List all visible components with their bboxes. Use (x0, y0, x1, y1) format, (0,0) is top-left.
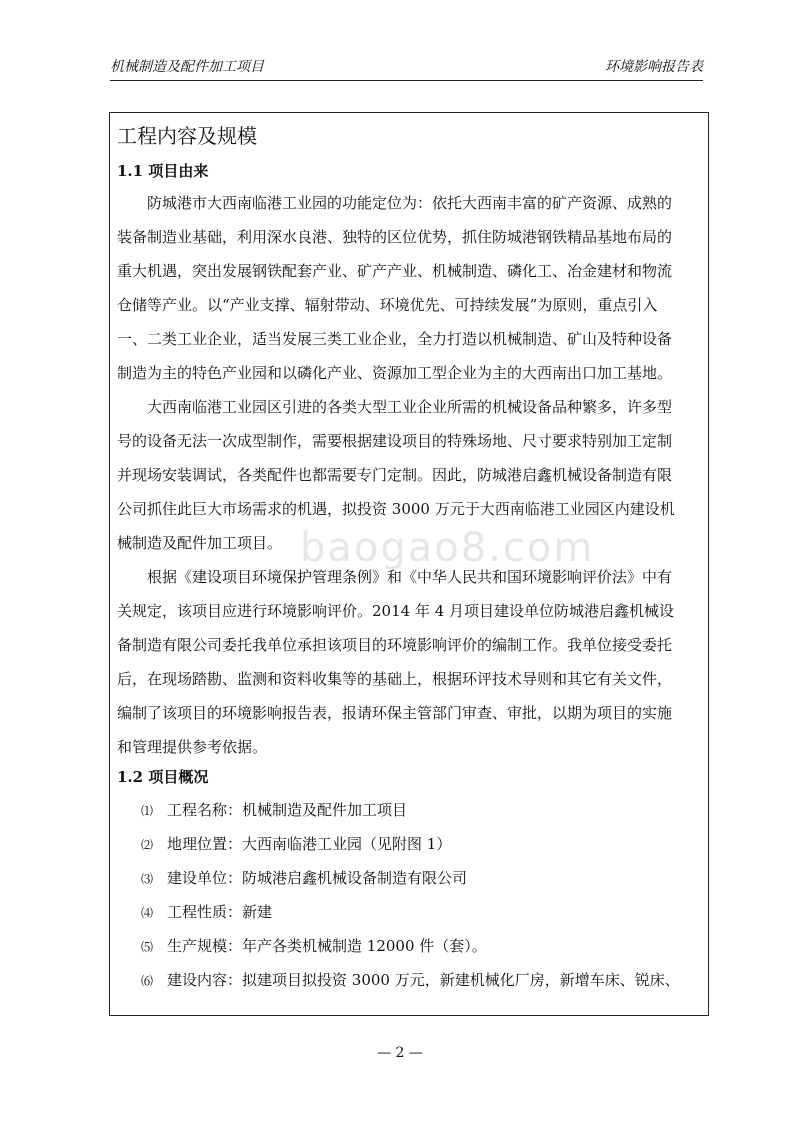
item-text: 建设内容：拟建项目拟投资 3000 万元，新建机械化厂房，新增车床、锐床、 (167, 971, 680, 989)
item-text: 生产规模：年产各类机械制造 12000 件（套）。 (167, 937, 487, 955)
subsection-title-1: 1.1 项目由来 (117, 162, 209, 180)
paragraph-line: 一、二类工业企业，适当发展三类工业企业，全力打造以机械制造、矿山及特种设备 (117, 330, 673, 348)
item-number: ⑸ (141, 940, 154, 954)
item-text: 工程性质：新建 (167, 903, 273, 921)
paragraph-line: 装备制造业基础，利用深水良港、独特的区位优势，抓住防城港钢铁精品基地布局的 (117, 228, 673, 246)
header-report-type: 环境影响报告表 (605, 59, 703, 75)
page-number: — 2 — (377, 1045, 423, 1061)
paragraph-line: 重大机遇，突出发展钢铁配套产业、矿产产业、机械制造、磷化工、冶金建材和物流 (117, 262, 673, 280)
paragraph-line: 和管理提供参考依据。 (117, 738, 268, 756)
paragraph-line: 备制造有限公司委托我单位承担该项目的环境影响评价的编制工作。我单位接受委托 (117, 636, 673, 654)
paragraph-3 (117, 560, 705, 764)
item-number: ⑶ (141, 872, 154, 886)
item-text: 建设单位：防城港启鑫机械设备制造有限公司 (167, 869, 468, 887)
header-project-name: 机械制造及配件加工项目 (110, 59, 264, 75)
item-number: ⑴ (141, 804, 154, 818)
paragraph-line: 并现场安装调试，各类配件也都需要专门定制。因此，防城港启鑫机械设备制造有限 (117, 466, 673, 484)
paragraph-line: 关规定，该项目应进行环境影响评价。2014 年 4 月项目建设单位防城港启鑫机械设 (117, 602, 675, 620)
paragraph-1 (117, 186, 705, 390)
item-number: ⑷ (141, 906, 154, 920)
paragraph-line: 编制了该项目的环境影响报告表，报请环保主管部门审查、审批，以期为项目的实施 (117, 704, 673, 722)
header-rule (110, 80, 703, 81)
subsection-title-2: 1.2 项目概况 (117, 768, 209, 786)
overview-item (141, 901, 272, 922)
overview-item (141, 969, 680, 990)
watermark: baogao8.com (300, 525, 595, 571)
paragraph-line: 制造为主的特色产业园和以磷化产业、资源加工型企业为主的大西南出口加工基地。 (117, 364, 673, 382)
paragraph-line: 大西南临港工业园区引进的各类大型工业企业所需的机械设备品种繁多，许多型 (117, 398, 673, 416)
overview-item (141, 799, 407, 820)
paragraph-line: 根据《建设项目环境保护管理条例》和《中华人民共和国环境影响评价法》中有 (117, 568, 673, 586)
paragraph-line: 号的设备无法一次成型制作，需要根据建设项目的特殊场地、尺寸要求特别加工定制 (117, 432, 673, 450)
paragraph-line: 后，在现场踏勘、监测和资料收集等的基础上，根据环评技术导则和其它有关文件， (117, 670, 673, 688)
paragraph-line: 公司抓住此巨大市场需求的机遇，拟投资 3000 万元于大西南临港工业园区内建设机 (117, 500, 675, 518)
paragraph-line: 仓储等产业。以“产业支撑、辐射带动、环境优先、可持续发展”为原则，重点引入 (117, 296, 658, 314)
page-header (110, 56, 703, 78)
item-number: ⑹ (141, 974, 154, 988)
item-text: 地理位置：大西南临港工业园（见附图 1） (167, 835, 452, 853)
item-text: 工程名称：机械制造及配件加工项目 (167, 801, 408, 819)
item-number: ⑵ (141, 838, 154, 852)
paragraph-line: 械制造及配件加工项目。 (117, 534, 283, 552)
overview-item (141, 935, 487, 956)
section-title: 工程内容及规模 (117, 124, 257, 148)
paragraph-line: 防城港市大西南临港工业园的功能定位为：依托大西南丰富的矿产资源、成熟的 (117, 194, 673, 212)
overview-item (141, 833, 451, 854)
overview-item (141, 867, 467, 888)
